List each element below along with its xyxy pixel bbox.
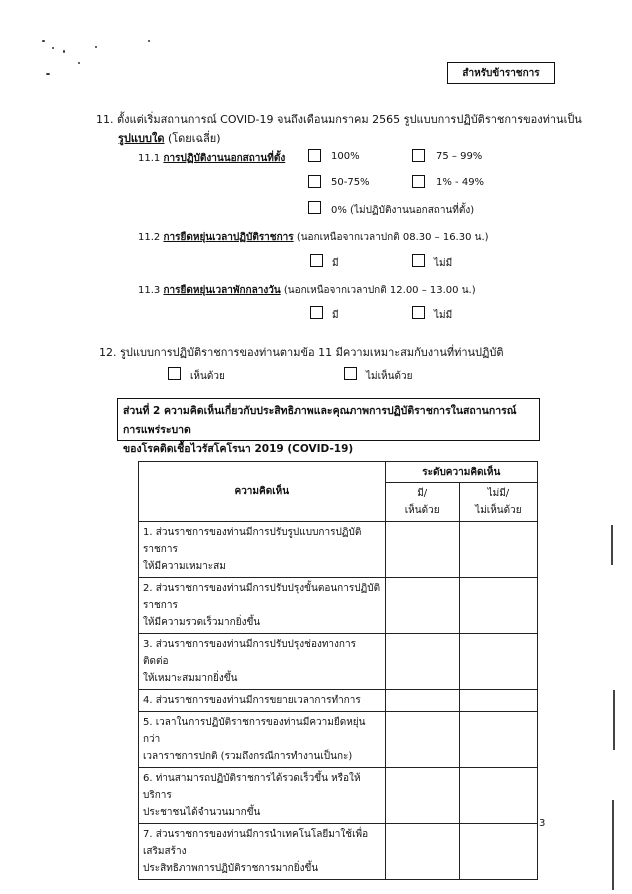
opinion-table — [138, 461, 538, 880]
row-7-disagree-cell[interactable] — [459, 824, 537, 880]
checkbox-flex-lunch-yes[interactable] — [310, 306, 323, 319]
checkbox-50-75[interactable] — [308, 175, 321, 188]
scan-speck — [46, 73, 50, 75]
part-2-header — [117, 398, 540, 455]
row-2-line-1: 2. ส่วนราชการของท่านมีการปรับปรุงขั้นตอนการปฏิบัติราชการ — [143, 583, 381, 611]
row-5-line-1: 5. เวลาในการปฏิบัติราชการของท่านมีความยืดหยุ่นกว่า — [143, 717, 366, 745]
checkbox-disagree[interactable] — [344, 367, 357, 380]
option-0-label: 0% (ไม่ปฏิบัติงานนอกสถานที่ตั้ง) — [331, 205, 475, 216]
question-11-subhead-title: รูปแบบใด — [118, 132, 165, 145]
row-5-line-2: เวลาราชการปกติ (รวมถึงกรณีการทำงานเป็นกะ) — [143, 751, 353, 762]
scan-speck — [95, 46, 97, 48]
row-2-agree-cell[interactable] — [385, 578, 459, 634]
checkbox-flex-time-yes[interactable] — [310, 254, 323, 267]
row-4-line-1: 4. ส่วนราชการของท่านมีการขยายเวลาการทำการ — [143, 695, 361, 706]
agree-header-line-1: มี/ — [417, 488, 428, 499]
row-1-agree-cell[interactable] — [385, 522, 459, 578]
scan-edge-line — [612, 800, 614, 890]
table-row — [139, 712, 538, 768]
table-row — [139, 824, 538, 880]
question-11-subhead — [118, 129, 220, 147]
checkbox-agree[interactable] — [168, 367, 181, 380]
section-11-2-label: 11.2 — [138, 232, 164, 243]
opinion-column-header: ความคิดเห็น — [139, 462, 386, 522]
agree-header-line-2: เห็นด้วย — [404, 505, 440, 516]
row-2-line-2: ให้มีความรวดเร็วมากยิ่งขึ้น — [143, 617, 261, 628]
question-12-text: 12. รูปแบบการปฏิบัติราชการของท่านตามข้อ 11 มีความเหมาะสมกับงานที่ท่านปฏิบัติ — [99, 346, 504, 359]
table-header-row — [139, 462, 538, 483]
checkbox-75-99[interactable] — [412, 149, 425, 162]
section-11-2-title: การยืดหยุ่นเวลาปฏิบัติราชการ — [163, 232, 294, 243]
scan-speck — [63, 50, 65, 53]
row-7-text — [139, 824, 386, 880]
row-5-agree-cell[interactable] — [385, 712, 459, 768]
section-11-1-label: 11.1 — [138, 153, 164, 164]
flex-lunch-no-label: ไม่มี — [434, 310, 453, 321]
option-100-label: 100% — [331, 151, 360, 162]
disagree-label: ไม่เห็นด้วย — [366, 371, 413, 382]
table-row — [139, 768, 538, 824]
disagree-column-header — [459, 483, 537, 522]
question-11-text: 11. ตั้งแต่เริ่มสถานการณ์ COVID-19 จนถึงเดือนมกราคม 2565 รูปแบบการปฏิบัติราชการของท่านเป็น — [96, 113, 582, 126]
row-5-text — [139, 712, 386, 768]
row-6-line-2: ประชาชนได้จำนวนมากขึ้น — [143, 807, 261, 818]
row-5-disagree-cell[interactable] — [459, 712, 537, 768]
section-11-1-title: การปฏิบัติงานนอกสถานที่ตั้ง — [163, 153, 286, 164]
row-4-text — [139, 690, 386, 712]
row-6-line-1: 6. ท่านสามารถปฏิบัติราชการได้รวดเร็วขึ้น หรือให้บริการ — [143, 773, 361, 801]
agree-column-header — [385, 483, 459, 522]
disagree-header-line-1: ไม่มี/ — [487, 488, 510, 499]
row-2-disagree-cell[interactable] — [459, 578, 537, 634]
disagree-header-line-2: ไม่เห็นด้วย — [475, 505, 522, 516]
section-11-3-title: การยืดหยุ่นเวลาพักกลางวัน — [163, 285, 281, 296]
row-7-line-2: ประสิทธิภาพการปฏิบัติราชการมากยิ่งขึ้น — [143, 863, 319, 874]
page-number: 3 — [539, 818, 546, 829]
option-75-99-label: 75 – 99% — [436, 151, 483, 162]
section-11-2-note: (นอกเหนือจากเวลาปกติ 08.30 – 16.30 น.) — [293, 232, 489, 243]
row-1-disagree-cell[interactable] — [459, 522, 537, 578]
official-use-box: สำหรับข้าราชการ — [447, 62, 555, 84]
row-3-disagree-cell[interactable] — [459, 634, 537, 690]
scan-speck — [42, 40, 45, 42]
table-row — [139, 578, 538, 634]
row-7-line-1: 7. ส่วนราชการของท่านมีการนำเทคโนโลยีมาใช้เพื่อเสริมสร้าง — [143, 829, 369, 857]
row-3-agree-cell[interactable] — [385, 634, 459, 690]
part-2-line-2: ของโรคติดเชื้อไวรัสโคโรนา 2019 (COVID-19) — [123, 443, 354, 455]
checkbox-flex-lunch-no[interactable] — [412, 306, 425, 319]
checkbox-1-49[interactable] — [412, 175, 425, 188]
flex-time-yes-label: มี — [332, 258, 339, 269]
table-row — [139, 690, 538, 712]
row-7-agree-cell[interactable] — [385, 824, 459, 880]
row-1-text — [139, 522, 386, 578]
section-11-3-heading — [138, 283, 476, 298]
section-11-3-note: (นอกเหนือจากเวลาปกติ 12.00 – 13.00 น.) — [280, 285, 476, 296]
option-1-49-label: 1% - 49% — [436, 177, 485, 188]
checkbox-0[interactable] — [308, 201, 321, 214]
question-11-subhead-note: (โดยเฉลี่ย) — [164, 132, 221, 145]
row-4-disagree-cell[interactable] — [459, 690, 537, 712]
section-11-1-heading — [138, 151, 285, 166]
section-11-2-heading — [138, 230, 489, 245]
scan-speck — [148, 40, 150, 42]
option-50-75-label: 50-75% — [331, 177, 370, 188]
agree-label: เห็นด้วย — [190, 371, 225, 382]
flex-lunch-yes-label: มี — [332, 310, 339, 321]
row-6-disagree-cell[interactable] — [459, 768, 537, 824]
row-1-line-1: 1. ส่วนราชการของท่านมีการปรับรูปแบบการปฏิบัติราชการ — [143, 527, 362, 555]
row-6-agree-cell[interactable] — [385, 768, 459, 824]
row-3-line-2: ให้เหมาะสมมากยิ่งขึ้น — [143, 673, 238, 684]
flex-time-no-label: ไม่มี — [434, 258, 453, 269]
row-3-line-1: 3. ส่วนราชการของท่านมีการปรับปรุงช่องทางการติดต่อ — [143, 639, 356, 667]
scan-edge-line — [613, 690, 615, 750]
scan-speck — [52, 47, 54, 49]
scan-edge-line — [611, 525, 613, 565]
checkbox-flex-time-no[interactable] — [412, 254, 425, 267]
table-row — [139, 522, 538, 578]
row-3-text — [139, 634, 386, 690]
scan-speck — [78, 62, 80, 64]
opinion-level-header: ระดับความคิดเห็น — [385, 462, 537, 483]
row-4-agree-cell[interactable] — [385, 690, 459, 712]
row-2-text — [139, 578, 386, 634]
row-1-line-2: ให้มีความเหมาะสม — [143, 561, 226, 572]
part-2-line-1: ส่วนที่ 2 ความคิดเห็นเกี่ยวกับประสิทธิภาพและคุณภาพการปฏิบัติราชการในสถานการณ์การแพร่ระบาด — [123, 405, 517, 436]
checkbox-100[interactable] — [308, 149, 321, 162]
table-row — [139, 634, 538, 690]
section-11-3-label: 11.3 — [138, 285, 164, 296]
row-6-text — [139, 768, 386, 824]
